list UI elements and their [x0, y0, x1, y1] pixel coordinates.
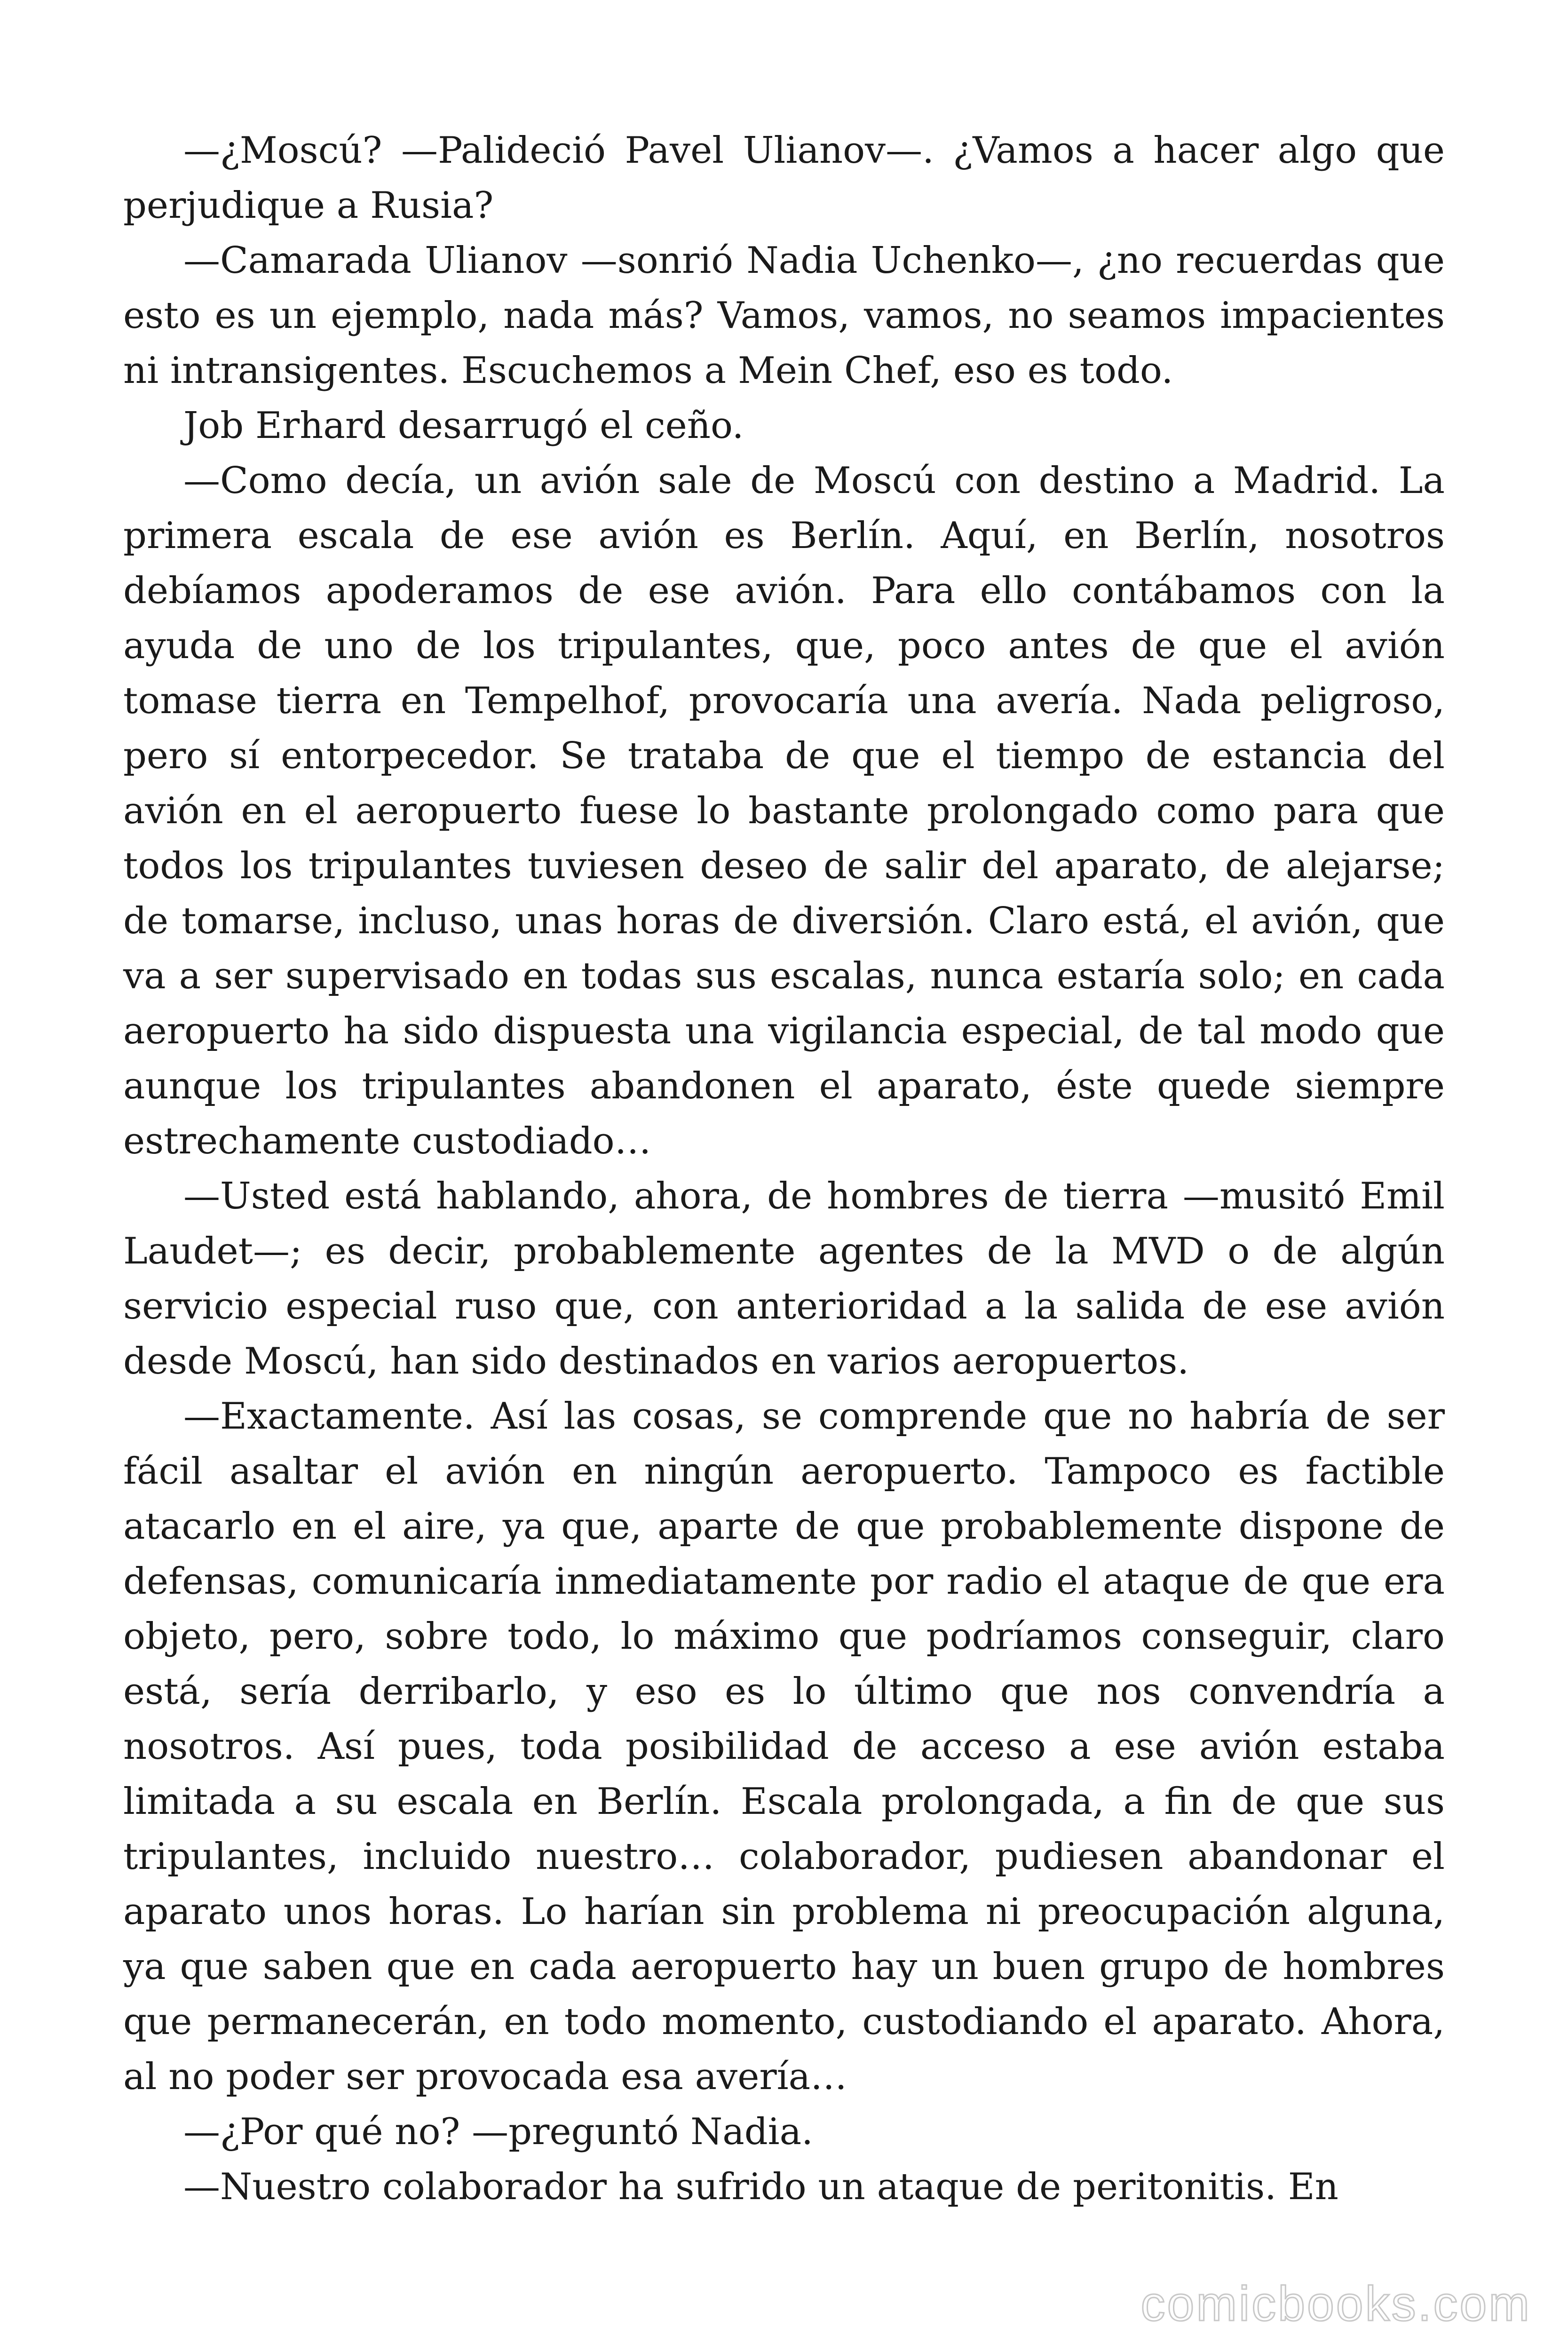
- paragraph: —¿Moscú? —Palideció Pavel Ulianov—. ¿Vamos a hacer algo que perjudique a Rusia?: [123, 129, 1445, 227]
- paragraph: —Como decía, un avión sale de Moscú con destino a Madrid. La primera escala de ese avión es Berlín. Aquí, en Berlín, nosotros debíamos apoderamos de ese avión. Para ello contábamos con la ayuda de uno de los tripulantes, que, poco antes de que el avión tomase tierra en Tempelhof, provocaría una avería. Nada peligroso, pero sí entorpecedor. Se trataba de que el tiempo de estancia del avión en el aeropuerto fuese lo bastante prolongado como para que todos los tripulantes tuviesen deseo de salir del aparato, de alejarse; de tomarse, incluso, unas horas de diversión. Claro está, el avión, que va a ser supervisado en todas sus escalas, nunca estaría solo; en cada aeropuerto ha sido dispuesta una vigilancia especial, de tal modo que aunque los tripulantes abandonen el aparato, éste quede siempre estrechamente custodiado…: [123, 460, 1445, 1162]
- paragraph: —Exactamente. Así las cosas, se comprende que no habría de ser fácil asaltar el avión en ningún aeropuerto. Tampoco es factible atacarlo en el aire, ya que, aparte de que probablemente dispone de defensas, comunicaría inmediatamente por radio el ataque de que era objeto, pero, sobre todo, lo máximo que podríamos conseguir, claro está, sería derribarlo, y eso es lo último que nos convendría a nosotros. Así pues, toda posibilidad de acceso a ese avión estaba limitada a su escala en Berlín. Escala prolongada, a fin de que sus tripulantes, incluido nuestro… colaborador, pudiesen abandonar el aparato unos horas. Lo harían sin problema ni preocupación alguna, ya que saben que en cada aeropuerto hay un buen grupo de hombres que permanecerán, en todo momento, custodiando el aparato. Ahora, al no poder ser provocada esa avería…: [123, 1395, 1445, 2098]
- paragraph: —¿Por qué no? —preguntó Nadia.: [183, 2111, 813, 2153]
- paragraph: —Nuestro colaborador ha sufrido un ataque de peritonitis. En: [183, 2166, 1338, 2208]
- paragraph: Job Erhard desarrugó el ceño.: [183, 405, 744, 447]
- paragraph: —Camarada Ulianov —sonrió Nadia Uchenko—, ¿no recuerdas que esto es un ejemplo, nada más? Vamos, vamos, no seamos impacientes ni intransigentes. Escuchemos a Mein Chef, eso es todo.: [123, 239, 1445, 392]
- watermark: comicbooks.com: [1140, 2277, 1531, 2331]
- paragraph: —Usted está hablando, ahora, de hombres de tierra —musitó Emil Laudet—; es decir, probablemente agentes de la MVD o de algún servicio especial ruso que, con anterioridad a la salida de ese avión desde Moscú, han sido destinados en varios aeropuertos.: [123, 1175, 1445, 1383]
- book-page: [123, 123, 1445, 2240]
